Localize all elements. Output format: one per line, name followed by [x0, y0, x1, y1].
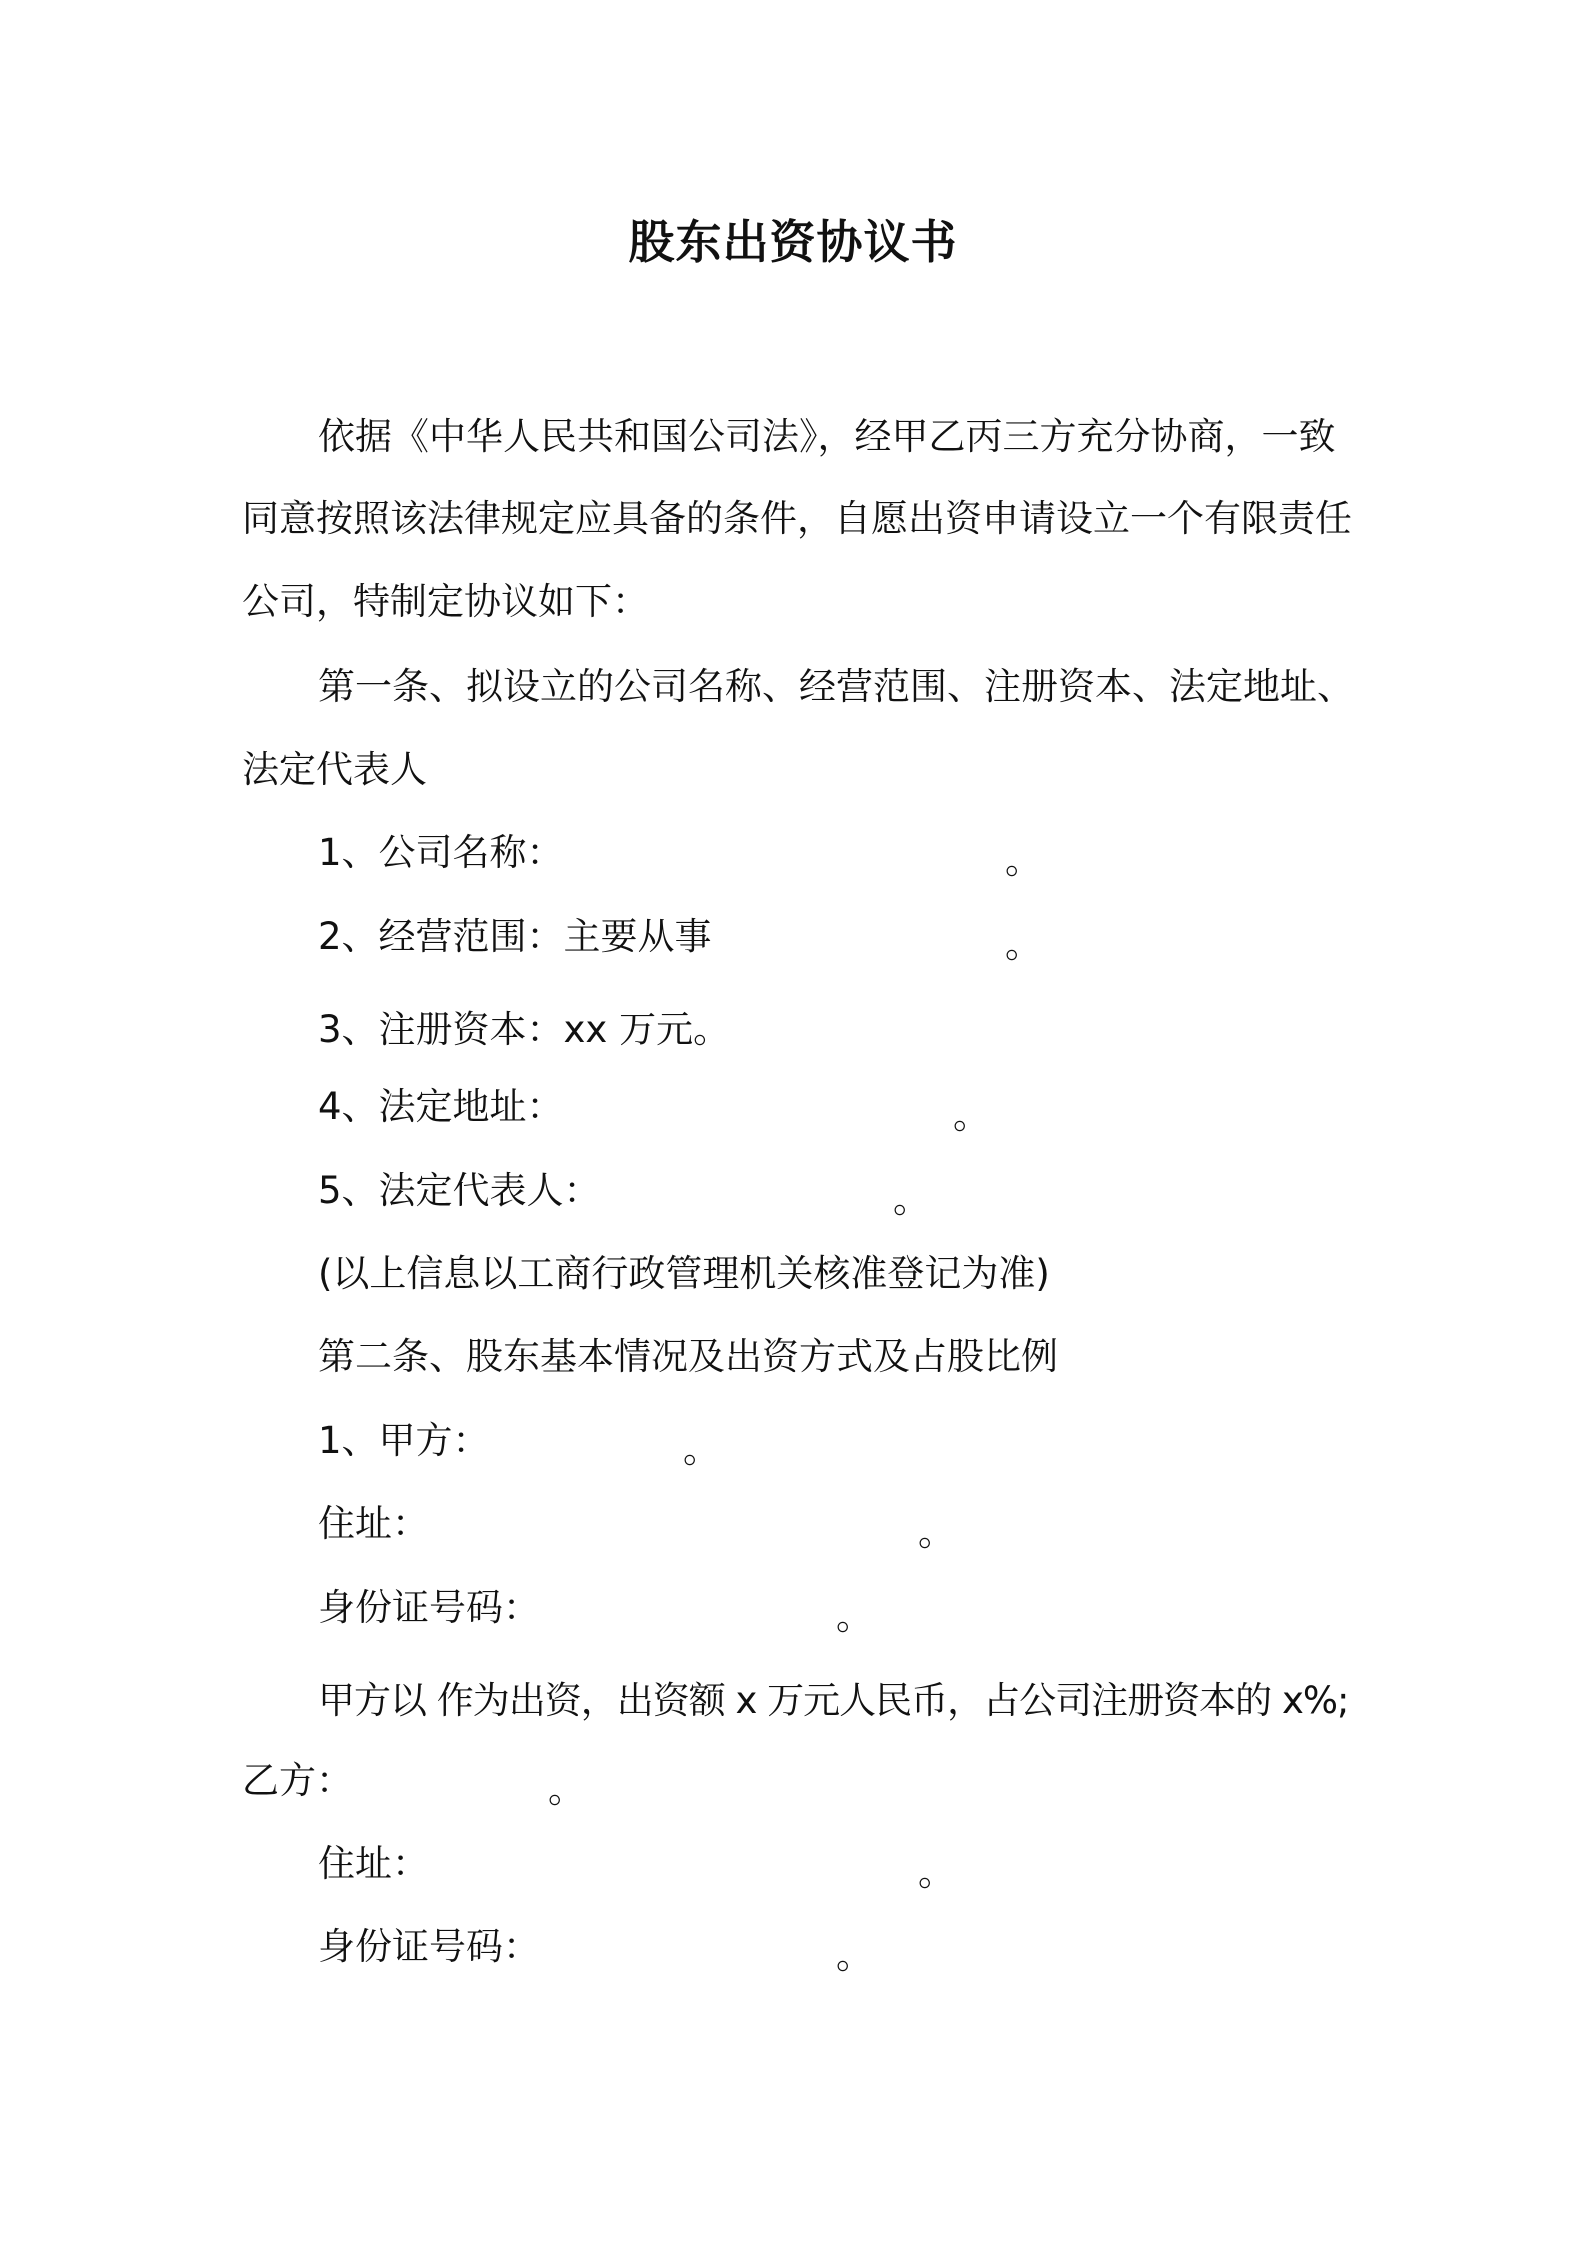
registered-capital: 3、注册资本：xx 万元。: [318, 1008, 731, 1051]
party-a-id-end: 。: [836, 1595, 873, 1638]
party-b-address-label: 住址：: [318, 1842, 429, 1885]
legal-address-end: 。: [953, 1094, 990, 1137]
party-a-name-end: 。: [683, 1428, 720, 1471]
legal-address-label: 4、法定地址：: [318, 1085, 564, 1128]
legal-representative-end: 。: [893, 1178, 930, 1221]
party-b-id-end: 。: [836, 1934, 873, 1977]
business-scope-end: 。: [1005, 923, 1042, 966]
legal-representative-label: 5、法定代表人：: [318, 1169, 601, 1212]
intro-line-3: 公司，特制定协议如下：: [242, 580, 649, 623]
party-b-name-end: 。: [548, 1768, 585, 1811]
party-a-name-label: 1、甲方：: [318, 1419, 490, 1462]
article1-heading-line-1: 第一条、拟设立的公司名称、经营范围、注册资本、法定地址、: [318, 665, 1354, 708]
party-b-id-label: 身份证号码：: [318, 1925, 540, 1968]
intro-line-2: 同意按照该法律规定应具备的条件，自愿出资申请设立一个有限责任: [242, 497, 1352, 540]
article1-heading-line-2: 法定代表人: [242, 748, 427, 791]
company-name-end: 。: [1005, 839, 1042, 882]
article2-heading: 第二条、股东基本情况及出资方式及占股比例: [318, 1335, 1058, 1378]
company-name-label: 1、公司名称：: [318, 831, 564, 874]
party-a-address-end: 。: [918, 1511, 955, 1554]
party-b-name-label: 乙方：: [242, 1759, 353, 1802]
registration-note: (以上信息以工商行政管理机关核准登记为准): [318, 1252, 1050, 1295]
party-a-address-label: 住址：: [318, 1502, 429, 1545]
intro-line-1: 依据《中华人民共和国公司法》，经甲乙丙三方充分协商，一致: [318, 415, 1336, 458]
party-a-contribution: 甲方以 作为出资，出资额 x 万元人民币，占公司注册资本的 x%;: [318, 1679, 1349, 1722]
party-b-address-end: 。: [918, 1851, 955, 1894]
business-scope-label: 2、经营范围：主要从事: [318, 915, 712, 958]
document-title: 股东出资协议书: [628, 215, 958, 269]
party-a-id-label: 身份证号码：: [318, 1586, 540, 1629]
